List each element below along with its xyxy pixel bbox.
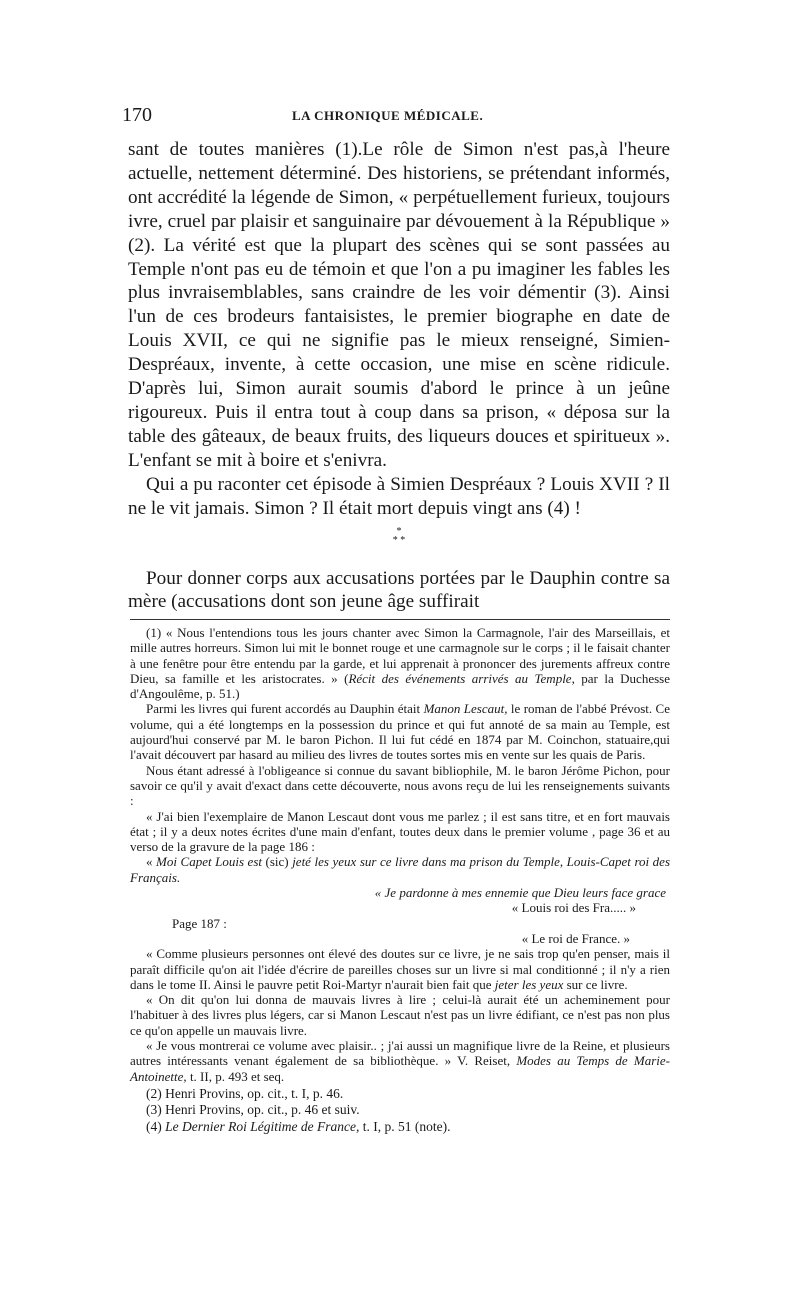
footnote-quote: « Je pardonne à mes ennemie que Dieu leurs face grace bbox=[374, 885, 666, 901]
footnote-1: (1) « Nous l'entendions tous les jours chanter avec Simon la Carmagnole, l'air des Marseillais, et mille autres horreurs. Simon lui mit le bonnet rouge et une carmagnole sur le corps ; il le faisait chanter à une fenêtre pour être entendu par la garde, et lui apprenait à prononcer des jurements affreux contre Dieu, sa famille et les aristocrates. » (Récit des événements arrivés au Temple, par la Duchesse d'Angoulême, p. 51.) bbox=[130, 625, 670, 702]
footnote-4: (4) Le Dernier Roi Légitime de France, t. I, p. 51 (note). bbox=[146, 1118, 451, 1134]
footnote-paragraph: « Comme plusieurs personnes ont élevé des doutes sur ce livre, je ne sais trop qu'en penser, mais il paraît difficile qu'on ait l'idée d'écrire de pareilles choses sur un livre si mal conditionné ; il n'y a rien dans le tome II. Ainsi le pauvre petit Roi-Martyr n'aurait bien fait que jeter les yeux sur ce livre. bbox=[130, 946, 670, 992]
footnote-paragraph: « J'ai bien l'exemplaire de Manon Lescaut dont vous me parlez ; il est sans titre, et en fort mauvais état ; il y a deux notes écrites d'une main d'enfant, toutes deux dans le premier volume , page 36 et au verso de la gravure de la page 186 : bbox=[130, 808, 670, 855]
star-bottom: * * bbox=[392, 534, 406, 546]
footnote-quote: « Le roi de France. » bbox=[521, 930, 630, 946]
footnote-paragraph: « Je vous montrerai ce volume avec plaisir.. ; j'ai aussi un magnifique livre de la Reine, et plusieurs autres intéressants venant également de sa bibliothèque. » V. Reiset, Modes au Temps de Marie-Antoinette, t. II, p. 493 et seq. bbox=[130, 1038, 670, 1084]
footnote-paragraph: « On dit qu'on lui donna de mauvais livres à lire ; celui-là aurait été un acheminement pour l'habituer à des livres plus légers, car si Manon Lescaut n'est pas un livre édifiant, ce n'est pas non plus ce qu'on appelle un mauvais livre. bbox=[130, 992, 670, 1038]
footnote-page-ref: Page 187 : bbox=[172, 915, 227, 931]
footnote-3: (3) Henri Provins, op. cit., p. 46 et suiv. bbox=[146, 1102, 360, 1118]
paragraph: Qui a pu raconter cet épisode à Simien Despréaux ? Louis XVII ? Il ne le vit jamais. Simon ? Il était mort depuis vingt ans (4) ! bbox=[128, 473, 670, 519]
section-separator bbox=[128, 527, 670, 545]
running-title: LA CHRONIQUE MÉDICALE. bbox=[292, 108, 484, 123]
main-text bbox=[128, 138, 670, 614]
paragraph: Pour donner corps aux accusations portées par le Dauphin contre sa mère (accusations dont son jeune âge suffirait bbox=[128, 567, 670, 613]
footnote-paragraph: Parmi les livres qui furent accordés au Dauphin était Manon Lescaut, le roman de l'abbé Prévost. Ce volume, qui a été longtemps en la possession du prince et qui fut annoté de sa main au Temple, est aujourd'hui conservé par M. le baron Pichon. Il lui fut cédé en 1874 par M. Coinchon, statuaire,qui l'avait découvert par hasard au milieu des livres de toutes sortes mis en vente sur les quais de Paris. bbox=[130, 701, 670, 763]
footnote-2: (2) Henri Provins, op. cit., t. I, p. 46. bbox=[146, 1085, 344, 1101]
footnotes-list bbox=[130, 1086, 670, 1136]
footnote-quote: « Moi Capet Louis est (sic) jeté les yeux sur ce livre dans ma prison du Temple, Louis-Capet roi des Français. bbox=[130, 854, 670, 885]
footnote-quote: « Louis roi des Fra..... » bbox=[511, 900, 636, 916]
footnote-divider bbox=[130, 619, 670, 620]
paragraph: sant de toutes manières (1).Le rôle de Simon n'est pas,à l'heure actuelle, nettement déterminé. Des historiens, se prétendant informés, ont accrédité la légende de Simon, « perpétuellement furieux, toujours ivre, cruel par plaisir et sanguinaire par dévouement à la République » (2). La vérité est que la plupart des scènes qui se sont passées au Temple n'ont pas eu de témoin et que l'on a pu imaginer les fables les plus invraisemblables, sans craindre de les voir démentir (3). Ainsi l'un de ces brodeurs fantaisistes, le premier biographe en date de Louis XVII, ce qui ne signifie pas le mieux renseigné, Simien-Despréaux, invente, à cette occasion, une mise en scène ridicule. D'après lui, Simon aurait soumis d'abord le prince à un jeûne rigoureux. Puis il entra tout à coup dans sa prison, « déposa sur la table des gâteaux, de beaux fruits, des liqueurs douces et spiritueux ». L'enfant se mit à boire et s'enivra. bbox=[128, 139, 670, 471]
page-header bbox=[122, 104, 670, 134]
page-number: 170 bbox=[122, 104, 152, 126]
star-top: * bbox=[396, 525, 402, 537]
footnote-paragraph: Nous étant adressé à l'obligeance si connue du savant bibliophile, M. le baron Jérôme Pichon, pour savoir ce qu'il y avait d'exact dans cette découverte, nous avons reçu de lui les renseignements suivants : bbox=[130, 762, 670, 809]
footnotes bbox=[130, 625, 670, 1135]
